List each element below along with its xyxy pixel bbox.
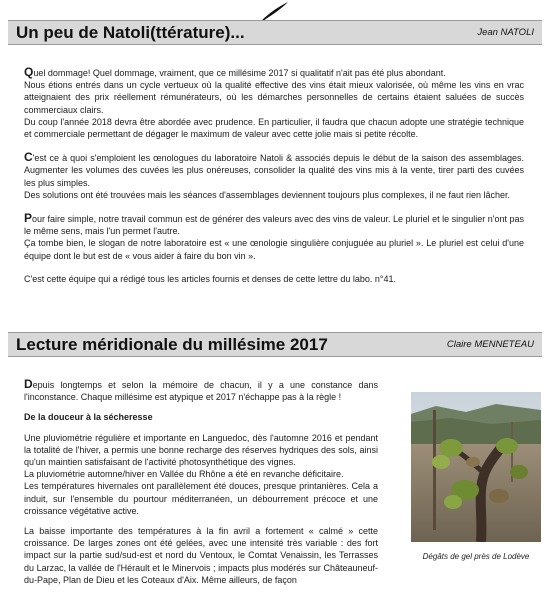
s1-p2-text: 'est ce à quoi s'emploient les œnologues du laboratoire Natoli & associés depuis le début de la saison des assemblages. Augmenter les volumes des cuvées les plus onéreuses, consolider la qualité des vins mis à la vente, tirer parti des cuvées les plus simples. bbox=[24, 153, 524, 188]
s1-paragraph-4: C'est cette équipe qui a rédigé tous les articles fournis et denses de cette lettre du labo. n°41. bbox=[24, 273, 397, 284]
section1-author: Jean NATOLI bbox=[477, 27, 534, 38]
drop-cap: P bbox=[24, 211, 33, 226]
section2-body bbox=[24, 378, 378, 586]
s2-paragraph-a: Une pluviométrie régulière et importante en Languedoc, dès l'automne 2016 et pendant la totalité de l'hiver, a permis une bonne recharge des réserves hydriques des sols, ainsi qu'un maintien satisfaisant de l'activité photosynthétique des vignes. bbox=[24, 432, 378, 468]
s1-paragraph-2b: Des solutions ont été trouvées mais les séances d'assemblages deviennent toujours plus complexes, il ne faut rien lâcher. bbox=[24, 189, 510, 200]
drop-cap: Q bbox=[24, 65, 34, 79]
s1-paragraph-1 bbox=[24, 66, 524, 79]
section1-header bbox=[8, 20, 542, 45]
s1-paragraph-1b: Nous étions entrés dans un cycle vertueux où la qualité effective des vins était mieux valorisée, où même les vins en vrac atteignaient des prix réellement rémunérateurs, où les démarches personnelles de certains étaient saluées de succès commerciaux clairs. bbox=[24, 80, 524, 115]
s2-intro bbox=[24, 378, 378, 403]
s1-paragraph-3 bbox=[24, 212, 524, 237]
s1-p1-text: uel dommage! Quel dommage, vraiment, que ce millésime 2017 si qualitatif n'ait pas été plus abondant. bbox=[33, 68, 446, 78]
s2-intro-text: epuis longtemps et selon la mémoire de chacun, il y a une constance dans l'inconstance. Chaque millésime est atypique et 2017 n'échappe pas à la règle ! bbox=[24, 380, 378, 403]
s1-p3-text: our faire simple, notre travail commun est de générer des valeurs avec des vins de valeur. Le pluriel et le singulier n'ont pas le même sens, mais l'un permet l'autre. bbox=[24, 214, 524, 237]
s1-paragraph-3b: Ça tombe bien, le slogan de notre laboratoire est « une œnologie singulière conjuguée au pluriel ». Le pluriel est celui d'une équipe dont le but est de « vous aider à faire du bon vin ». bbox=[24, 238, 524, 261]
s1-paragraph-2 bbox=[24, 151, 524, 189]
frost-damage-photo bbox=[411, 392, 541, 542]
drop-cap: C bbox=[24, 150, 33, 165]
vine-photo-illustration bbox=[411, 392, 541, 542]
s1-paragraph-1c: Du coup l'année 2018 devra être abordée avec prudence. En particulier, il faudra que chacun adopte une stratégie technique et commerciale permettant de dégager le maximum de valeur avec cette jolie mais si petite récolte. bbox=[24, 116, 524, 140]
s2-paragraph-d: La baisse importante des températures à la fin avril a fortement « calmé » cette croissance. De larges zones ont été gelées, avec une intensité très variable : des fort impact sur la partie sud/sud-est et nord du Ventoux, le Comtat Venaissin, les Terrasses du Larzac, la vallée de l'Hérault et le Minervois ; impacts plus modérés sur Châteauneuf-du-Pape, Plan de Dieu et les Coteaux d'Aix. Même ailleurs, de façon bbox=[24, 526, 378, 585]
photo-caption: Dégâts de gel près de Lodève bbox=[422, 552, 530, 561]
drop-cap: D bbox=[24, 377, 33, 391]
section1-title: Un peu de Natoli(ttérature)... bbox=[16, 23, 245, 42]
s2-subheading: De la douceur à la sécheresse bbox=[24, 412, 153, 423]
s2-paragraph-b: La pluviométrie automne/hiver en Vallée du Rhône a été en revanche déficitaire. bbox=[24, 469, 344, 480]
section2-title: Lecture méridionale du millésime 2017 bbox=[16, 335, 328, 354]
section1-body bbox=[24, 66, 524, 285]
s2-paragraph-c: Les températures hivernales ont parallèlement été douces, presque printanières. Cela a induit, sur l'ensemble du pourtour méditerranéen, un débourrement précoce et une croissance végétative active. bbox=[24, 481, 378, 516]
section2-header bbox=[8, 332, 542, 357]
section2-author: Claire MENNETEAU bbox=[446, 339, 534, 350]
